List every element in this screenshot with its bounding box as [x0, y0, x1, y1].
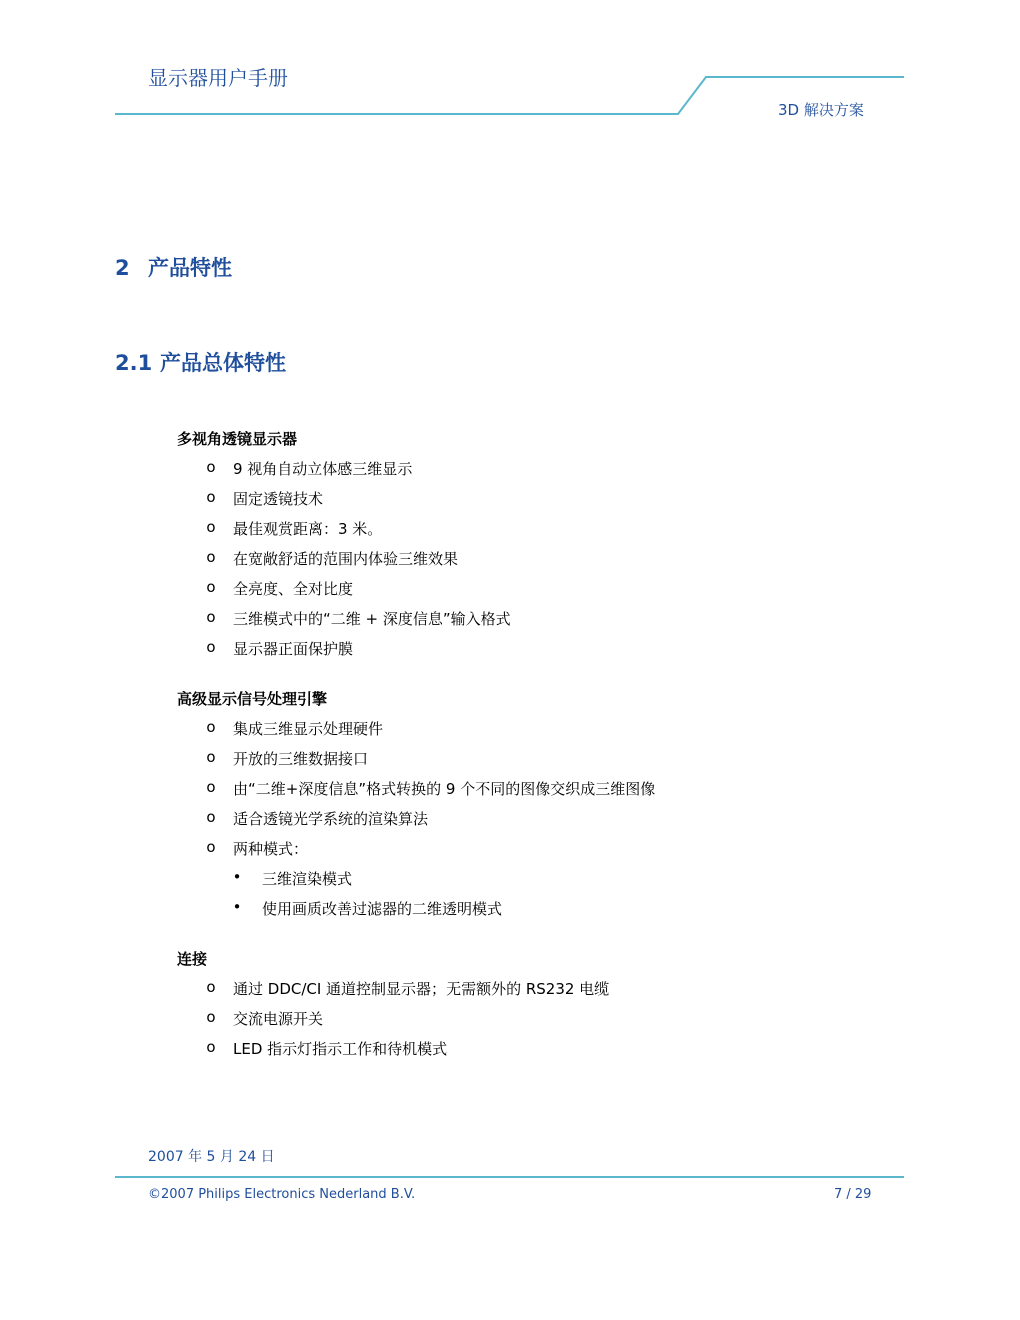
circle-marker: o: [206, 978, 216, 996]
section-label: 3D 解决方案: [778, 101, 864, 119]
group-title-connectivity: 连接: [177, 950, 208, 968]
chapter-number: 2: [115, 256, 130, 280]
circle-marker: o: [206, 518, 216, 536]
bullet-marker: •: [232, 898, 242, 916]
circle-marker: o: [206, 838, 216, 856]
list-item-text: 在宽敞舒适的范围内体验三维效果: [233, 550, 459, 568]
list-item-text: 显示器正面保护膜: [233, 640, 354, 658]
document-title: 显示器用户手册: [148, 66, 288, 90]
list-item-text: 适合透镜光学系统的渲染算法: [233, 810, 429, 828]
footer-copyright: ©2007 Philips Electronics Nederland B.V.: [148, 1187, 416, 1202]
footer-date: 2007 年 5 月 24 日: [148, 1149, 275, 1165]
list-item-text: 两种模式：: [233, 840, 309, 858]
page-number: 7 / 29: [834, 1187, 872, 1202]
list-item-text: 最佳观赏距离：3 米。: [233, 520, 383, 538]
section-number: 2.1: [115, 351, 153, 375]
list-item-text: LED 指示灯指示工作和待机模式: [233, 1040, 448, 1058]
section-title: 产品总体特性: [160, 351, 286, 375]
list-item-text: 通过 DDC/CI 通道控制显示器；无需额外的 RS232 电缆: [233, 980, 610, 998]
bullet-marker: •: [232, 868, 242, 886]
circle-marker: o: [206, 608, 216, 626]
chapter-title: 产品特性: [148, 256, 232, 280]
circle-marker: o: [206, 548, 216, 566]
circle-marker: o: [206, 808, 216, 826]
section-heading: [115, 347, 286, 377]
chapter-heading: [115, 252, 232, 282]
list-item-text: 9 视角自动立体感三维显示: [233, 460, 413, 478]
list-item-text: 由“二维+深度信息”格式转换的 9 个不同的图像交织成三维图像: [233, 780, 656, 798]
circle-marker: o: [206, 718, 216, 736]
list-item-text: 全亮度、全对比度: [233, 580, 354, 598]
header-rule: [0, 0, 1020, 130]
group-title-processing: 高级显示信号处理引擎: [177, 690, 328, 708]
group-title-lenticular: 多视角透镜显示器: [177, 430, 298, 448]
list-item-text: 集成三维显示处理硬件: [233, 720, 384, 738]
circle-marker: o: [206, 458, 216, 476]
circle-marker: o: [206, 578, 216, 596]
list-item-text: 开放的三维数据接口: [233, 750, 369, 768]
list-item-text: 固定透镜技术: [233, 490, 324, 508]
circle-marker: o: [206, 778, 216, 796]
sub-list-item-text: 三维渲染模式: [262, 870, 353, 888]
circle-marker: o: [206, 1038, 216, 1056]
circle-marker: o: [206, 488, 216, 506]
list-item-text: 三维模式中的“二维 + 深度信息”输入格式: [233, 610, 511, 628]
sub-list-item-text: 使用画质改善过滤器的二维透明模式: [262, 900, 503, 918]
circle-marker: o: [206, 748, 216, 766]
circle-marker: o: [206, 1008, 216, 1026]
footer-rule: [115, 1176, 904, 1178]
list-item-text: 交流电源开关: [233, 1010, 324, 1028]
circle-marker: o: [206, 638, 216, 656]
